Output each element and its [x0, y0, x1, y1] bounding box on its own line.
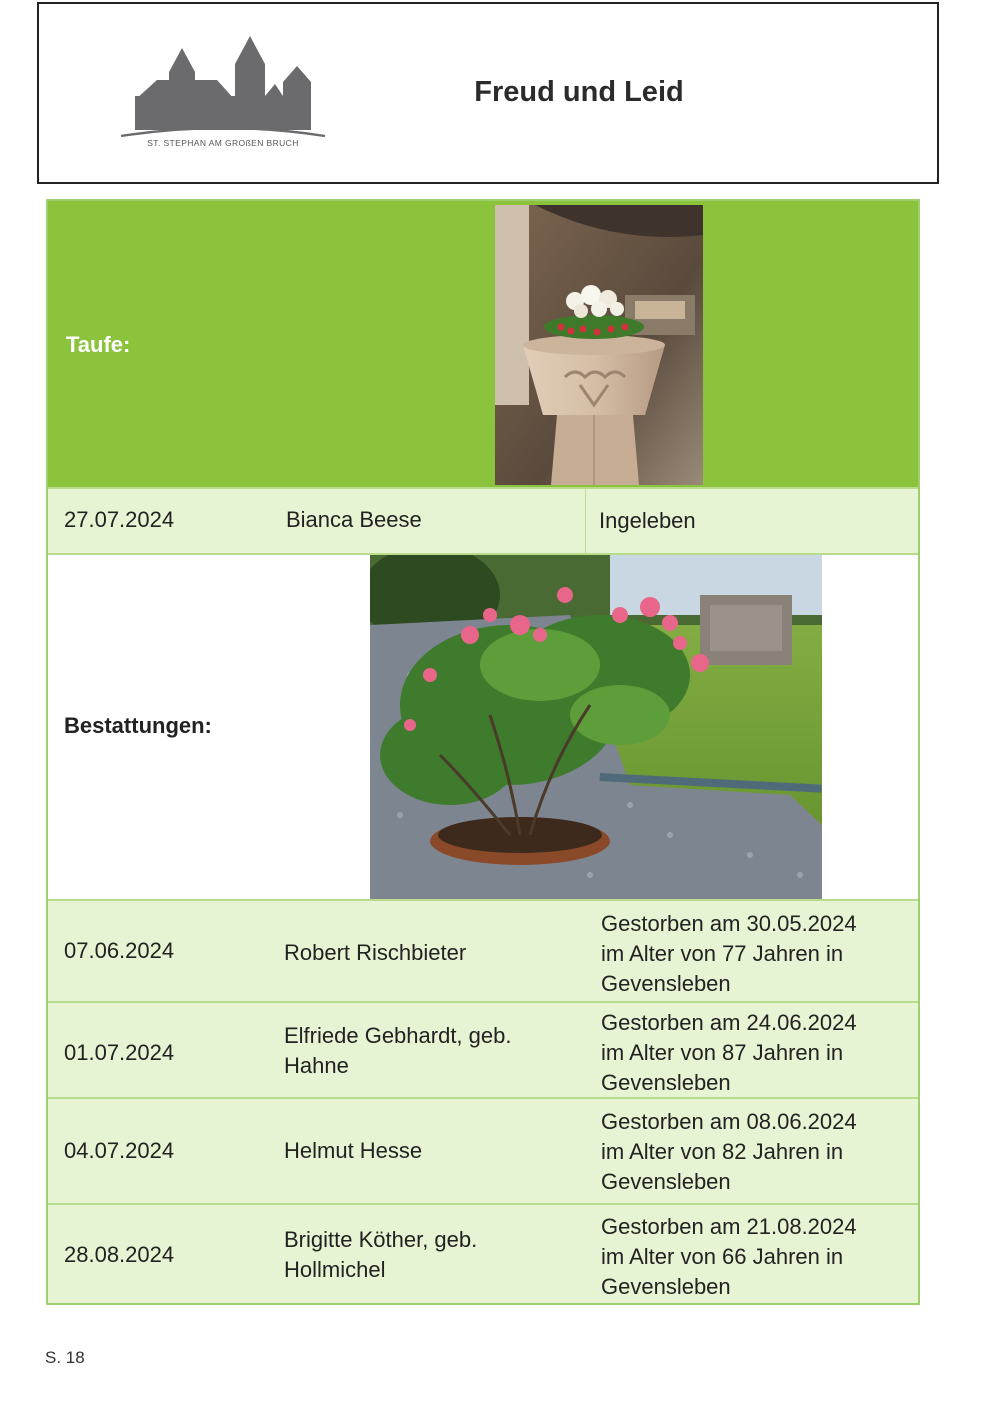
bestattung-note-line: im Alter von 87 Jahren in [601, 1040, 844, 1065]
bestattung-name-line: Brigitte Köther, geb. [284, 1227, 478, 1252]
column-divider [585, 489, 586, 553]
bestattung-note-line: im Alter von 77 Jahren in [601, 941, 844, 966]
bestattung-note-line: Gevensleben [601, 1070, 731, 1095]
taufe-section-header [48, 201, 918, 489]
taufe-place: Ingeleben [599, 508, 696, 533]
bestattung-date: 04.07.2024 [64, 1138, 175, 1163]
header-box [37, 2, 939, 184]
rose-bush-photo-icon [370, 555, 822, 899]
bestattung-note-line: Gevensleben [601, 971, 731, 996]
bestattung-note-line: Gestorben am 30.05.2024 [601, 911, 857, 936]
taufe-row [48, 489, 918, 555]
bestattung-name-line: Elfriede Gebhardt, geb. [284, 1023, 512, 1048]
taufe-name: Bianca Beese [286, 507, 422, 532]
logo-caption: ST. STEPHAN AM GROßEN BRUCH [147, 138, 299, 148]
page-number: S. 18 [45, 1348, 85, 1367]
bestattung-name-line: Helmut Hesse [284, 1138, 423, 1163]
bestattung-note-line: Gestorben am 08.06.2024 [601, 1109, 857, 1134]
bestattung-date: 01.07.2024 [64, 1040, 175, 1065]
freud-leid-table [46, 199, 920, 1305]
bestattung-note-line: Gestorben am 21.08.2024 [601, 1214, 857, 1239]
bestattung-row [48, 1003, 918, 1099]
bestattung-name-line: Robert Rischbieter [284, 940, 467, 965]
bestattungen-section-header [48, 555, 918, 901]
bestattung-note-line: im Alter von 82 Jahren in [601, 1139, 844, 1164]
taufe-label: Taufe: [66, 332, 131, 357]
church-silhouette-icon [117, 34, 329, 138]
bestattung-note-line: Gestorben am 24.06.2024 [601, 1010, 857, 1035]
bestattung-row [48, 1099, 918, 1205]
bestattung-name-line: Hahne [284, 1053, 349, 1078]
baptismal-font-photo-icon [495, 205, 703, 485]
page-title: Freud und Leid [474, 76, 684, 108]
bestattung-date: 28.08.2024 [64, 1242, 175, 1267]
bestattung-name-line: Hollmichel [284, 1257, 386, 1282]
bestattung-note-line: im Alter von 66 Jahren in [601, 1244, 844, 1269]
bestattung-note-line: Gevensleben [601, 1169, 731, 1194]
bestattung-note-line: Gevensleben [601, 1274, 731, 1299]
bestattungen-label: Bestattungen: [64, 713, 212, 738]
bestattung-row [48, 901, 918, 1003]
church-logo [117, 34, 329, 158]
taufe-date: 27.07.2024 [64, 507, 175, 532]
bestattung-row [48, 1205, 918, 1303]
bestattung-date: 07.06.2024 [64, 938, 175, 963]
